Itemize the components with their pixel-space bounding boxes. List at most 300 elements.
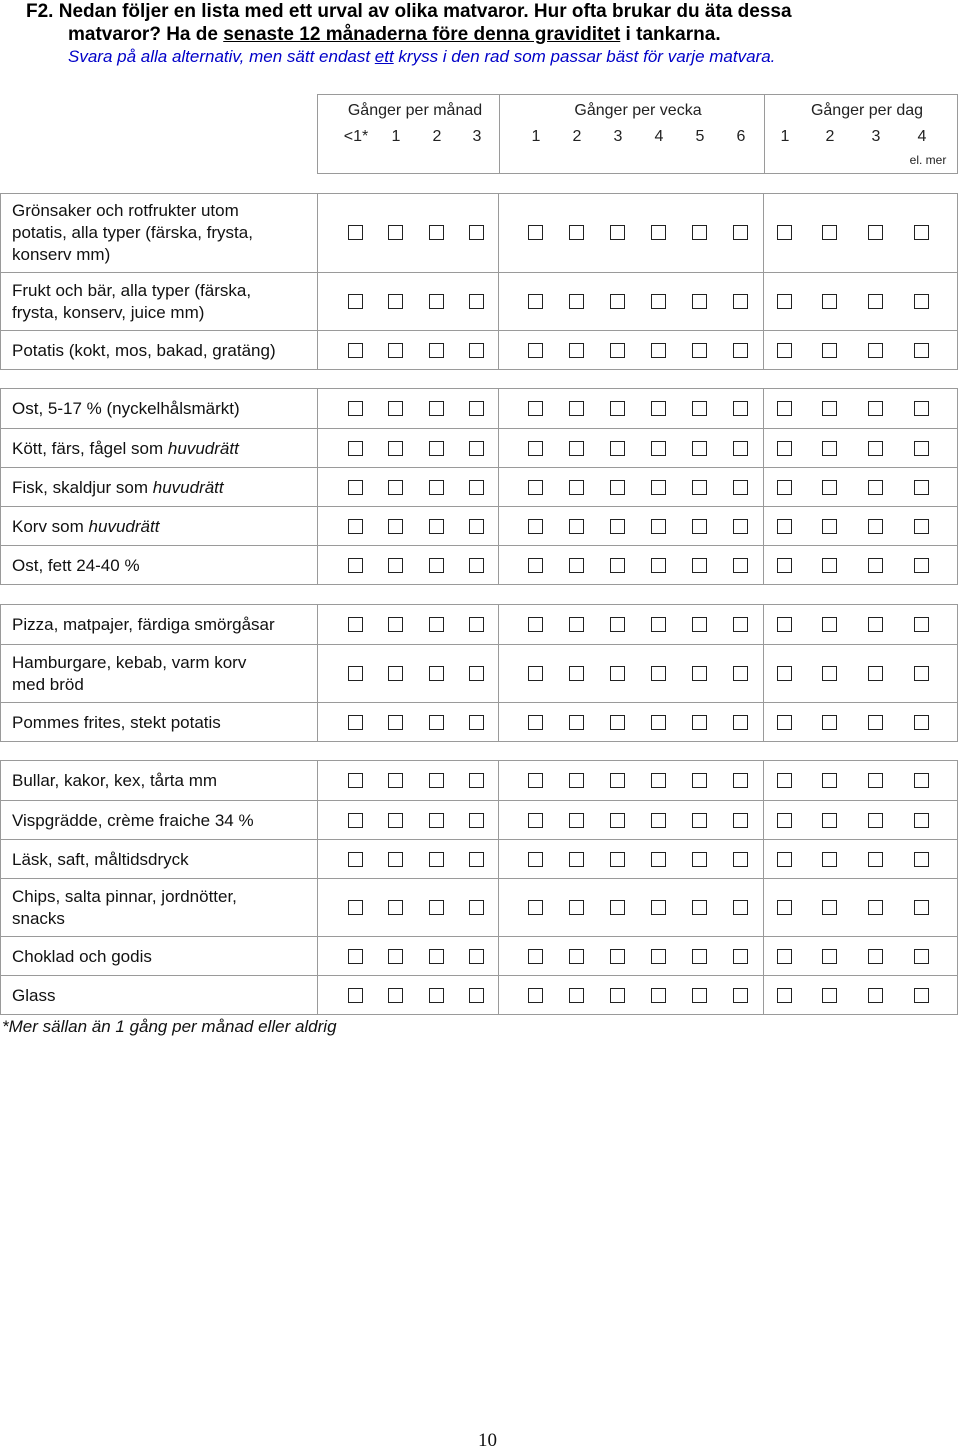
- frequency-checkbox[interactable]: [868, 480, 883, 495]
- frequency-column-label: 2: [432, 128, 442, 145]
- frequency-checkbox[interactable]: [914, 852, 929, 867]
- frequency-checkbox[interactable]: [868, 441, 883, 456]
- frequency-checkbox[interactable]: [429, 343, 444, 358]
- question-number: F2.: [26, 1, 54, 22]
- frequency-checkbox[interactable]: [777, 617, 792, 632]
- frequency-checkbox[interactable]: [388, 401, 403, 416]
- food-item-row: [1, 467, 957, 507]
- frequency-checkbox[interactable]: [868, 294, 883, 309]
- frequency-checkbox[interactable]: [733, 852, 748, 867]
- food-item-label: Frukt och bär, alla typer (färska, frysta, konserv, juice mm): [12, 281, 252, 322]
- frequency-checkbox[interactable]: [610, 949, 625, 964]
- frequency-checkbox[interactable]: [528, 852, 543, 867]
- frequency-checkbox[interactable]: [914, 773, 929, 788]
- frequency-checkbox[interactable]: [429, 225, 444, 240]
- frequency-column-label: <1*: [343, 128, 369, 145]
- frequency-checkbox[interactable]: [429, 441, 444, 456]
- frequency-checkbox[interactable]: [429, 715, 444, 730]
- frequency-checkbox[interactable]: [822, 949, 837, 964]
- frequency-checkbox[interactable]: [692, 617, 707, 632]
- frequency-checkbox[interactable]: [822, 441, 837, 456]
- frequency-checkbox[interactable]: [348, 715, 363, 730]
- frequency-checkbox[interactable]: [469, 558, 484, 573]
- frequency-checkbox[interactable]: [914, 480, 929, 495]
- frequency-checkbox[interactable]: [914, 225, 929, 240]
- food-item-row: [1, 800, 957, 840]
- food-group-block: [0, 760, 958, 1015]
- frequency-checkbox[interactable]: [429, 852, 444, 867]
- frequency-checkbox[interactable]: [348, 441, 363, 456]
- frequency-checkbox[interactable]: [651, 294, 666, 309]
- food-group-block: [0, 388, 958, 585]
- food-item-row: [1, 644, 957, 703]
- frequency-checkbox[interactable]: [469, 900, 484, 915]
- food-item-row: [1, 702, 957, 742]
- frequency-checkbox[interactable]: [777, 558, 792, 573]
- frequency-checkbox[interactable]: [692, 773, 707, 788]
- frequency-checkbox[interactable]: [777, 949, 792, 964]
- frequency-checkbox[interactable]: [469, 666, 484, 681]
- frequency-group-label: Gånger per vecka: [574, 102, 702, 119]
- food-item-label: Grönsaker och rotfrukter utom potatis, alla typer (färska, frysta, konserv mm): [12, 201, 253, 264]
- frequency-checkbox[interactable]: [777, 401, 792, 416]
- frequency-checkbox[interactable]: [692, 988, 707, 1003]
- food-item-label: Hamburgare, kebab, varm korv med bröd: [12, 653, 247, 694]
- page-number: 10: [478, 1430, 497, 1451]
- frequency-checkbox[interactable]: [469, 480, 484, 495]
- header-divider: [499, 95, 500, 173]
- frequency-checkbox[interactable]: [692, 813, 707, 828]
- frequency-checkbox[interactable]: [569, 294, 584, 309]
- frequency-checkbox[interactable]: [822, 480, 837, 495]
- frequency-checkbox[interactable]: [651, 666, 666, 681]
- frequency-checkbox[interactable]: [388, 852, 403, 867]
- frequency-checkbox[interactable]: [348, 900, 363, 915]
- frequency-checkbox[interactable]: [429, 988, 444, 1003]
- frequency-checkbox[interactable]: [692, 225, 707, 240]
- frequency-checkbox[interactable]: [469, 225, 484, 240]
- frequency-checkbox[interactable]: [348, 988, 363, 1003]
- frequency-checkbox[interactable]: [822, 852, 837, 867]
- frequency-checkbox[interactable]: [388, 225, 403, 240]
- frequency-checkbox[interactable]: [651, 519, 666, 534]
- frequency-checkbox[interactable]: [388, 988, 403, 1003]
- frequency-checkbox[interactable]: [429, 813, 444, 828]
- frequency-checkbox[interactable]: [469, 441, 484, 456]
- food-item-label: Choklad och godis: [12, 947, 152, 966]
- frequency-checkbox[interactable]: [528, 401, 543, 416]
- frequency-checkbox[interactable]: [777, 666, 792, 681]
- frequency-checkbox[interactable]: [388, 343, 403, 358]
- frequency-checkbox[interactable]: [868, 949, 883, 964]
- frequency-checkbox[interactable]: [348, 773, 363, 788]
- frequency-checkbox[interactable]: [733, 401, 748, 416]
- frequency-checkbox[interactable]: [692, 480, 707, 495]
- frequency-column-label: 2: [572, 128, 582, 145]
- frequency-checkbox[interactable]: [348, 558, 363, 573]
- frequency-checkbox[interactable]: [469, 949, 484, 964]
- frequency-checkbox[interactable]: [429, 617, 444, 632]
- food-item-row: [1, 936, 957, 976]
- food-item-label: Ost, 5-17 % (nyckelhålsmärkt): [12, 399, 240, 418]
- food-group-block: [0, 604, 958, 742]
- frequency-checkbox[interactable]: [348, 480, 363, 495]
- food-item-row: [1, 428, 957, 468]
- food-item-label: Pommes frites, stekt potatis: [12, 713, 221, 732]
- frequency-checkbox[interactable]: [348, 617, 363, 632]
- frequency-checkbox[interactable]: [469, 343, 484, 358]
- frequency-checkbox[interactable]: [469, 852, 484, 867]
- frequency-checkbox[interactable]: [610, 558, 625, 573]
- frequency-checkbox[interactable]: [777, 225, 792, 240]
- frequency-checkbox[interactable]: [733, 558, 748, 573]
- frequency-checkbox[interactable]: [528, 949, 543, 964]
- frequency-checkbox[interactable]: [914, 988, 929, 1003]
- frequency-checkbox[interactable]: [469, 773, 484, 788]
- food-group-block: [0, 193, 958, 370]
- frequency-checkbox[interactable]: [610, 666, 625, 681]
- frequency-checkbox[interactable]: [822, 519, 837, 534]
- frequency-checkbox[interactable]: [569, 480, 584, 495]
- frequency-column-label: 3: [613, 128, 623, 145]
- frequency-checkbox[interactable]: [822, 343, 837, 358]
- frequency-checkbox[interactable]: [429, 666, 444, 681]
- frequency-checkbox[interactable]: [651, 617, 666, 632]
- food-item-row: [1, 389, 957, 428]
- food-item-label: Bullar, kakor, kex, tårta mm: [12, 771, 218, 790]
- frequency-checkbox[interactable]: [610, 225, 625, 240]
- frequency-checkbox[interactable]: [528, 813, 543, 828]
- frequency-checkbox[interactable]: [651, 343, 666, 358]
- frequency-checkbox[interactable]: [733, 617, 748, 632]
- frequency-checkbox[interactable]: [429, 773, 444, 788]
- food-item-label: Chips, salta pinnar, jordnötter, snacks: [12, 887, 237, 928]
- frequency-checkbox[interactable]: [868, 401, 883, 416]
- frequency-checkbox[interactable]: [914, 666, 929, 681]
- frequency-checkbox[interactable]: [822, 773, 837, 788]
- food-item-label: Ost, fett 24-40 %: [12, 556, 140, 575]
- frequency-checkbox[interactable]: [692, 294, 707, 309]
- food-item-row: [1, 975, 957, 1015]
- frequency-checkbox[interactable]: [569, 666, 584, 681]
- frequency-checkbox[interactable]: [388, 519, 403, 534]
- frequency-checkbox[interactable]: [651, 401, 666, 416]
- frequency-checkbox[interactable]: [733, 480, 748, 495]
- food-item-row: [1, 761, 957, 800]
- frequency-checkbox[interactable]: [348, 401, 363, 416]
- food-item-label: Glass: [12, 986, 56, 1005]
- frequency-checkbox[interactable]: [348, 519, 363, 534]
- frequency-checkbox[interactable]: [692, 519, 707, 534]
- frequency-checkbox[interactable]: [914, 617, 929, 632]
- frequency-checkbox[interactable]: [469, 294, 484, 309]
- frequency-checkbox[interactable]: [610, 294, 625, 309]
- frequency-header: [0, 94, 958, 174]
- frequency-checkbox[interactable]: [822, 666, 837, 681]
- frequency-checkbox[interactable]: [569, 617, 584, 632]
- frequency-checkbox[interactable]: [610, 441, 625, 456]
- frequency-checkbox[interactable]: [733, 988, 748, 1003]
- frequency-checkbox[interactable]: [429, 401, 444, 416]
- frequency-checkbox[interactable]: [469, 813, 484, 828]
- frequency-checkbox[interactable]: [528, 294, 543, 309]
- frequency-checkbox[interactable]: [914, 558, 929, 573]
- frequency-checkbox[interactable]: [388, 813, 403, 828]
- frequency-column-label: 4: [917, 128, 927, 145]
- frequency-checkbox[interactable]: [651, 988, 666, 1003]
- frequency-column-label: 4: [654, 128, 664, 145]
- frequency-checkbox[interactable]: [822, 813, 837, 828]
- frequency-checkbox[interactable]: [610, 900, 625, 915]
- frequency-checkbox[interactable]: [822, 294, 837, 309]
- footnote: *Mer sällan än 1 gång per månad eller aldrig: [2, 1017, 337, 1036]
- frequency-checkbox[interactable]: [388, 715, 403, 730]
- frequency-checkbox[interactable]: [914, 294, 929, 309]
- frequency-checkbox[interactable]: [348, 813, 363, 828]
- frequency-checkbox[interactable]: [528, 480, 543, 495]
- food-item-label: Kött, färs, fågel som huvudrätt: [12, 439, 239, 458]
- frequency-checkbox[interactable]: [868, 617, 883, 632]
- frequency-checkbox[interactable]: [822, 715, 837, 730]
- frequency-checkbox[interactable]: [528, 900, 543, 915]
- frequency-column-label: 3: [472, 128, 482, 145]
- frequency-checkbox[interactable]: [610, 401, 625, 416]
- frequency-checkbox[interactable]: [610, 519, 625, 534]
- frequency-checkbox[interactable]: [777, 773, 792, 788]
- frequency-checkbox[interactable]: [733, 294, 748, 309]
- frequency-checkbox[interactable]: [610, 480, 625, 495]
- frequency-checkbox[interactable]: [569, 949, 584, 964]
- frequency-checkbox[interactable]: [692, 401, 707, 416]
- frequency-checkbox[interactable]: [528, 988, 543, 1003]
- frequency-checkbox[interactable]: [429, 294, 444, 309]
- frequency-checkbox[interactable]: [822, 988, 837, 1003]
- frequency-checkbox[interactable]: [528, 343, 543, 358]
- frequency-checkbox[interactable]: [692, 715, 707, 730]
- frequency-checkbox[interactable]: [868, 666, 883, 681]
- frequency-checkbox[interactable]: [822, 900, 837, 915]
- frequency-group-label: Gånger per dag: [810, 102, 924, 119]
- or-more-note: el. mer: [909, 153, 947, 167]
- frequency-checkbox[interactable]: [610, 813, 625, 828]
- frequency-checkbox[interactable]: [777, 988, 792, 1003]
- frequency-checkbox[interactable]: [868, 852, 883, 867]
- food-item-row: [1, 506, 957, 546]
- frequency-checkbox[interactable]: [777, 519, 792, 534]
- frequency-checkbox[interactable]: [610, 773, 625, 788]
- frequency-checkbox[interactable]: [429, 900, 444, 915]
- food-item-label: Vispgrädde, crème fraiche 34 %: [12, 811, 254, 830]
- frequency-checkbox[interactable]: [868, 225, 883, 240]
- frequency-checkbox[interactable]: [569, 852, 584, 867]
- frequency-checkbox[interactable]: [388, 773, 403, 788]
- frequency-checkbox[interactable]: [429, 480, 444, 495]
- frequency-checkbox[interactable]: [914, 715, 929, 730]
- frequency-checkbox[interactable]: [651, 900, 666, 915]
- frequency-checkbox[interactable]: [651, 480, 666, 495]
- food-item-label: Fisk, skaldjur som huvudrätt: [12, 478, 224, 497]
- frequency-checkbox[interactable]: [868, 988, 883, 1003]
- frequency-checkbox[interactable]: [429, 519, 444, 534]
- frequency-checkbox[interactable]: [868, 715, 883, 730]
- frequency-checkbox[interactable]: [528, 225, 543, 240]
- frequency-checkbox[interactable]: [348, 666, 363, 681]
- frequency-checkbox[interactable]: [469, 519, 484, 534]
- frequency-checkbox[interactable]: [914, 401, 929, 416]
- frequency-checkbox[interactable]: [733, 900, 748, 915]
- frequency-checkbox[interactable]: [692, 441, 707, 456]
- frequency-checkbox[interactable]: [692, 558, 707, 573]
- frequency-column-label: 6: [736, 128, 746, 145]
- frequency-checkbox[interactable]: [348, 343, 363, 358]
- food-item-row: [1, 878, 957, 937]
- header-divider: [764, 95, 765, 173]
- frequency-checkbox[interactable]: [868, 519, 883, 534]
- question-line1: Nedan följer en lista med ett urval av olika matvaror. Hur ofta brukar du äta dessa: [58, 1, 792, 22]
- frequency-checkbox[interactable]: [868, 773, 883, 788]
- frequency-checkbox[interactable]: [610, 343, 625, 358]
- frequency-checkbox[interactable]: [388, 441, 403, 456]
- frequency-checkbox[interactable]: [777, 441, 792, 456]
- frequency-checkbox[interactable]: [388, 558, 403, 573]
- frequency-checkbox[interactable]: [777, 900, 792, 915]
- frequency-checkbox[interactable]: [692, 666, 707, 681]
- frequency-checkbox[interactable]: [733, 519, 748, 534]
- frequency-checkbox[interactable]: [528, 617, 543, 632]
- frequency-checkbox[interactable]: [651, 949, 666, 964]
- frequency-checkbox[interactable]: [610, 852, 625, 867]
- frequency-checkbox[interactable]: [569, 519, 584, 534]
- frequency-checkbox[interactable]: [528, 558, 543, 573]
- question-line2: matvaror? Ha de senaste 12 månaderna före denna graviditet i tankarna.: [68, 24, 721, 45]
- food-item-row: [1, 272, 957, 331]
- frequency-checkbox[interactable]: [822, 617, 837, 632]
- frequency-checkbox[interactable]: [914, 519, 929, 534]
- frequency-checkbox[interactable]: [528, 715, 543, 730]
- food-item-row: [1, 330, 957, 370]
- frequency-checkbox[interactable]: [777, 852, 792, 867]
- frequency-checkbox[interactable]: [822, 401, 837, 416]
- frequency-checkbox[interactable]: [777, 813, 792, 828]
- frequency-checkbox[interactable]: [733, 666, 748, 681]
- frequency-checkbox[interactable]: [569, 441, 584, 456]
- frequency-checkbox[interactable]: [569, 988, 584, 1003]
- frequency-checkbox[interactable]: [868, 558, 883, 573]
- frequency-group-label: Gånger per månad: [347, 102, 483, 119]
- frequency-checkbox[interactable]: [692, 949, 707, 964]
- frequency-checkbox[interactable]: [388, 294, 403, 309]
- frequency-checkbox[interactable]: [569, 558, 584, 573]
- frequency-checkbox[interactable]: [777, 480, 792, 495]
- frequency-checkbox[interactable]: [868, 813, 883, 828]
- frequency-checkbox[interactable]: [569, 813, 584, 828]
- frequency-checkbox[interactable]: [469, 617, 484, 632]
- frequency-checkbox[interactable]: [651, 441, 666, 456]
- frequency-checkbox[interactable]: [651, 225, 666, 240]
- frequency-checkbox[interactable]: [914, 441, 929, 456]
- frequency-checkbox[interactable]: [777, 343, 792, 358]
- frequency-checkbox[interactable]: [348, 294, 363, 309]
- food-item-row: [1, 605, 957, 644]
- food-item-row: [1, 194, 957, 272]
- question-instruction: Svara på alla alternativ, men sätt endast ett kryss i den rad som passar bäst för varje matvara.: [68, 47, 776, 66]
- food-item-label: Potatis (kokt, mos, bakad, gratäng): [12, 341, 276, 360]
- frequency-checkbox[interactable]: [651, 813, 666, 828]
- frequency-checkbox[interactable]: [651, 558, 666, 573]
- food-item-row: [1, 545, 957, 585]
- frequency-checkbox[interactable]: [733, 441, 748, 456]
- frequency-checkbox[interactable]: [429, 558, 444, 573]
- frequency-checkbox[interactable]: [388, 949, 403, 964]
- frequency-checkbox[interactable]: [914, 949, 929, 964]
- frequency-checkbox[interactable]: [733, 813, 748, 828]
- frequency-checkbox[interactable]: [569, 715, 584, 730]
- frequency-checkbox[interactable]: [348, 852, 363, 867]
- frequency-checkbox[interactable]: [569, 343, 584, 358]
- frequency-checkbox[interactable]: [733, 949, 748, 964]
- frequency-checkbox[interactable]: [610, 617, 625, 632]
- frequency-checkbox[interactable]: [569, 225, 584, 240]
- frequency-checkbox[interactable]: [528, 773, 543, 788]
- frequency-checkbox[interactable]: [868, 900, 883, 915]
- frequency-checkbox[interactable]: [429, 949, 444, 964]
- frequency-column-label: 5: [695, 128, 705, 145]
- frequency-column-label: 1: [780, 128, 790, 145]
- frequency-checkbox[interactable]: [388, 617, 403, 632]
- food-item-label: Pizza, matpajer, färdiga smörgåsar: [12, 615, 275, 634]
- frequency-checkbox[interactable]: [692, 852, 707, 867]
- frequency-checkbox[interactable]: [348, 949, 363, 964]
- frequency-checkbox[interactable]: [348, 225, 363, 240]
- frequency-checkbox[interactable]: [822, 225, 837, 240]
- frequency-checkbox[interactable]: [822, 558, 837, 573]
- frequency-checkbox[interactable]: [469, 401, 484, 416]
- frequency-checkbox[interactable]: [868, 343, 883, 358]
- frequency-checkbox[interactable]: [692, 343, 707, 358]
- frequency-column-label: 3: [871, 128, 881, 145]
- question-title: [26, 0, 946, 46]
- frequency-checkbox[interactable]: [733, 715, 748, 730]
- frequency-column-label: 2: [825, 128, 835, 145]
- frequency-checkbox[interactable]: [733, 225, 748, 240]
- frequency-checkbox[interactable]: [733, 343, 748, 358]
- frequency-checkbox[interactable]: [914, 343, 929, 358]
- frequency-checkbox[interactable]: [692, 900, 707, 915]
- frequency-checkbox[interactable]: [610, 988, 625, 1003]
- frequency-checkbox[interactable]: [569, 773, 584, 788]
- frequency-checkbox[interactable]: [569, 401, 584, 416]
- frequency-checkbox[interactable]: [569, 900, 584, 915]
- frequency-checkbox[interactable]: [528, 519, 543, 534]
- frequency-checkbox[interactable]: [388, 666, 403, 681]
- frequency-checkbox[interactable]: [914, 900, 929, 915]
- frequency-checkbox[interactable]: [914, 813, 929, 828]
- frequency-checkbox[interactable]: [733, 773, 748, 788]
- frequency-checkbox[interactable]: [469, 988, 484, 1003]
- frequency-checkbox[interactable]: [610, 715, 625, 730]
- frequency-checkbox[interactable]: [651, 852, 666, 867]
- frequency-checkbox[interactable]: [469, 715, 484, 730]
- frequency-checkbox[interactable]: [528, 441, 543, 456]
- frequency-checkbox[interactable]: [388, 480, 403, 495]
- frequency-checkbox[interactable]: [777, 715, 792, 730]
- frequency-checkbox[interactable]: [651, 773, 666, 788]
- frequency-checkbox[interactable]: [388, 900, 403, 915]
- frequency-checkbox[interactable]: [777, 294, 792, 309]
- frequency-checkbox[interactable]: [651, 715, 666, 730]
- frequency-checkbox[interactable]: [528, 666, 543, 681]
- frequency-column-label: 1: [531, 128, 541, 145]
